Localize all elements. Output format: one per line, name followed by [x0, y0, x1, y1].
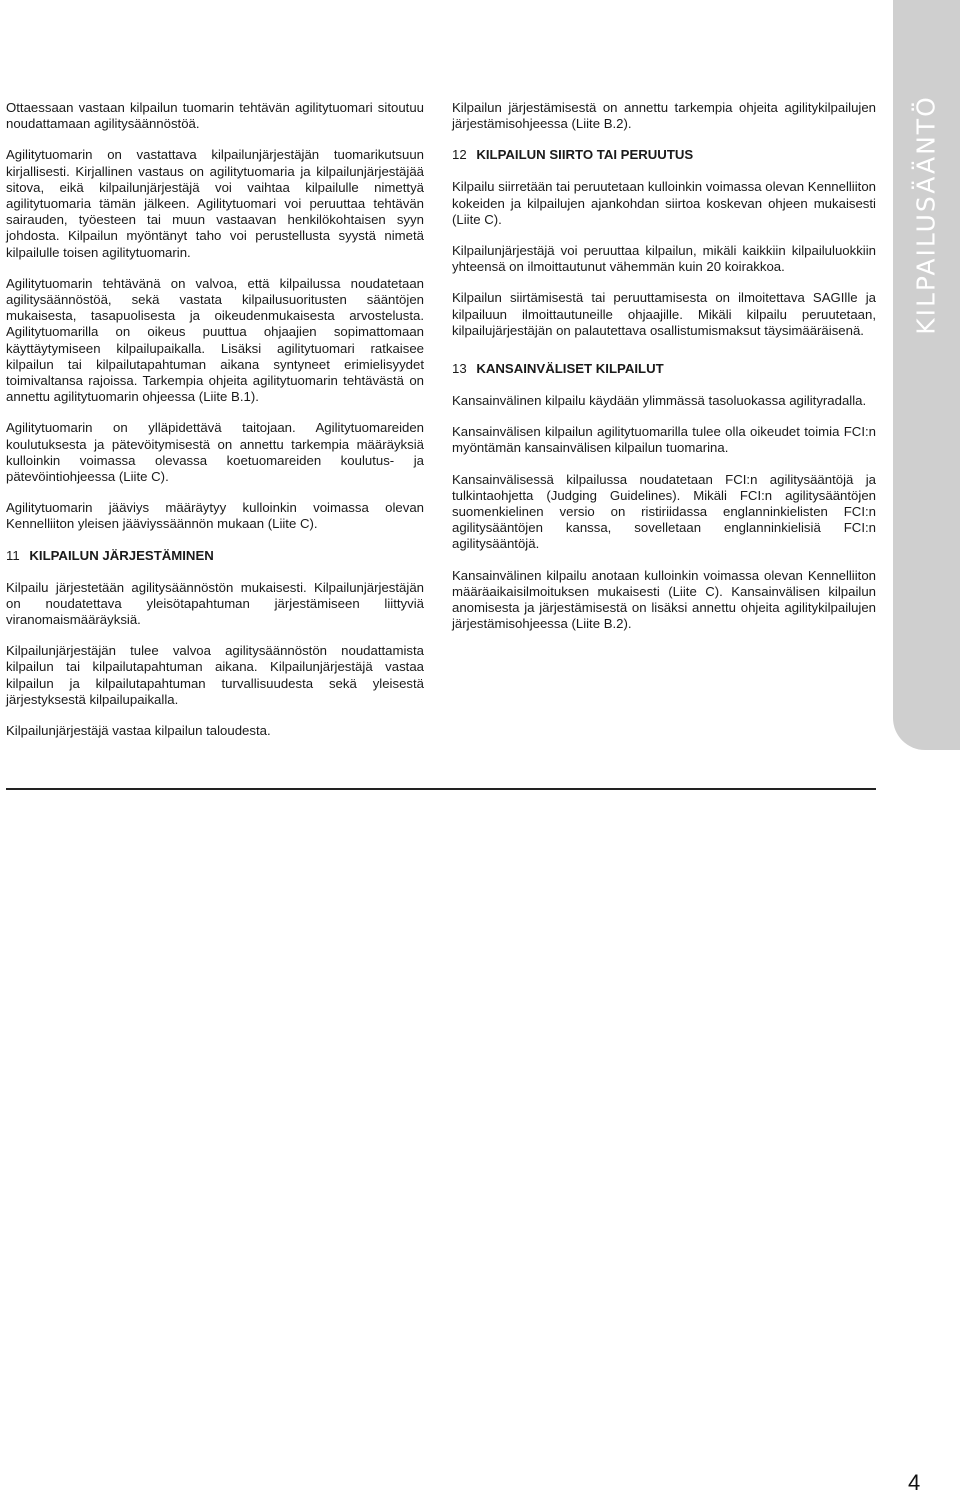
paragraph: Kilpailunjärjestäjä vastaa kilpailun taloudesta.: [6, 723, 271, 739]
paragraph: Ottaessaan vastaan kilpailun tuomarin tehtävän agilitytuomari sitoutuu noudattamaan agilitysäännöstöä.: [6, 100, 424, 132]
paragraph: Agilitytuomarin on vastattava kilpailunjärjestäjän tuomarikutsuun kirjallisesti. Kirjallinen vastaus on agilitytuomaria ja kilpailunjärjestäjää sitova, eikä kilpailunjärjestäjä voi vaihtaa kilpailulle nimettyä agilitytuomaria tämän jälkeen. Agilitytuomari voi peruuttaa tehtävän sairauden, työesteen tai muun vastaavan henkilökohtaisen syyn johdosta. Kilpailun myöntänyt taho voi perustellusta syystä nimetä kilpailulle toisen agilitytuomarin.: [6, 147, 424, 260]
paragraph: Kansainvälisen kilpailun agilitytuomarilla tulee olla oikeudet toimia FCI:n myöntämän kansainvälisen kilpailun tuomarina.: [452, 424, 876, 456]
paragraph: Kilpailun järjestämisestä on annettu tarkempia ohjeita agilitykilpailujen järjestämisohjeessa (Liite B.2).: [452, 100, 876, 132]
section-title: KILPAILUN SIIRTO TAI PERUUTUS: [476, 147, 694, 163]
section-number: 11: [6, 547, 20, 563]
paragraph: Kilpailun siirtämisestä tai peruuttamisesta on ilmoitettava SAGIlle ja kilpailuun ilmoittautuneille ohjaajille. Mikäli kilpailu peruutetaan, kilpailujärjestäjän on palautettava osallistumismaksut täysimääräisenä.: [452, 290, 876, 338]
paragraph: Kansainvälinen kilpailu käydään ylimmässä tasoluokassa agilityradalla.: [452, 393, 867, 409]
section-title: KANSAINVÄLISET KILPAILUT: [476, 361, 664, 377]
paragraph: Agilitytuomarin tehtävänä on valvoa, että kilpailussa noudatetaan agilitysäännöstöä, sekä vastata kilpailusuoritusten sääntöjen mukaisesta, tasapuolisesta ja oikeudenmukaisesta arvostelusta. Agilitytuomarilla on oikeus puuttua ohjaajien sopimattomaan käyttäytymiseen kilpailupaikalla. Lisäksi agilitytuomari ratkaisee kilpailun tai kilpailutapahtuman aikana syntyneet erimielisyydet toimivaltansa rajoissa. Tarkempia ohjeita agilitytuomarin tehtävästä on annettu agilitytuomarin ohjeessa (Liite B.1).: [6, 275, 424, 405]
section-heading-13: [452, 361, 876, 377]
section-title: KILPAILUN JÄRJESTÄMINEN: [29, 547, 214, 563]
paragraph: Kilpailu siirretään tai peruutetaan kulloinkin voimassa olevan Kennelliiton kokeiden ja kilpailujen ajankohdan siirtoa koskevan ohjeen mukaisesti (Liite C).: [452, 179, 876, 227]
section-heading-11: [6, 548, 424, 564]
paragraph: Agilitytuomarin jääviys määräytyy kulloinkin voimassa olevan Kennelliiton yleisen jääviyssäännön mukaan (Liite C).: [6, 500, 424, 532]
paragraph: Kansainvälinen kilpailu anotaan kulloinkin voimassa olevan Kennelliiton määräaikaisilmoituksen mukaisesti (Liite C). Kansainvälisen kilpailun anomisesta ja järjestämisestä on lisäksi annettu ohjeita agilitykilpailujen järjestämisohjeessa (Liite B.2).: [452, 567, 876, 632]
left-column: [6, 100, 424, 754]
paragraph: Agilitytuomarin on ylläpidettävä taitojaan. Agilitytuomareiden koulutuksesta ja pätevöitymisestä on annettu tarkempia määräyksiä kulloinkin voimassa olevassa koetuomareiden koulutus- ja pätevöintiohjeessa (Liite C).: [6, 420, 424, 485]
page-number: 4: [908, 1470, 921, 1495]
section-heading-12: [452, 147, 876, 163]
section-number: 12: [452, 147, 467, 163]
section-side-tab: [893, 0, 960, 750]
paragraph: Kilpailu järjestetään agilitysäännöstön mukaisesti. Kilpailunjärjestäjän on noudatettava yleisötapahtuman järjestämiseen liittyviä viranomaismääräyksiä.: [6, 579, 424, 628]
right-column: [452, 100, 876, 647]
paragraph: Kansainvälisessä kilpailussa noudatetaan FCI:n agilitysääntöjä ja tulkintaohjetta (Judging Guidelines). Mikäli FCI:n agilitysääntöjen suomenkielinen versio on ristiriidassa englanninkielisten FCI:n agilitysääntöjen kanssa, sovelletaan englanninkielisiä FCI:n agilitysääntöjä.: [452, 471, 876, 552]
paragraph: Kilpailunjärjestäjän tulee valvoa agilitysäännöstön noudattamista kilpailun tai kilpailutapahtuman aikana. Kilpailunjärjestäjä vastaa kilpailun ja kilpailutapahtuman turvallisuudesta sekä yleisestä järjestyksestä kilpailupaikalla.: [6, 643, 424, 707]
section-side-tab-label: KILPAILUSÄÄNTÖ: [911, 95, 941, 335]
paragraph: Kilpailunjärjestäjä voi peruuttaa kilpailun, mikäli kaikkiin kilpailuluokkiin yhteensä on ilmoittautunut vähemmän kuin 20 koirakkoa.: [452, 243, 876, 275]
horizontal-divider: [6, 788, 876, 790]
section-number: 13: [452, 361, 467, 377]
